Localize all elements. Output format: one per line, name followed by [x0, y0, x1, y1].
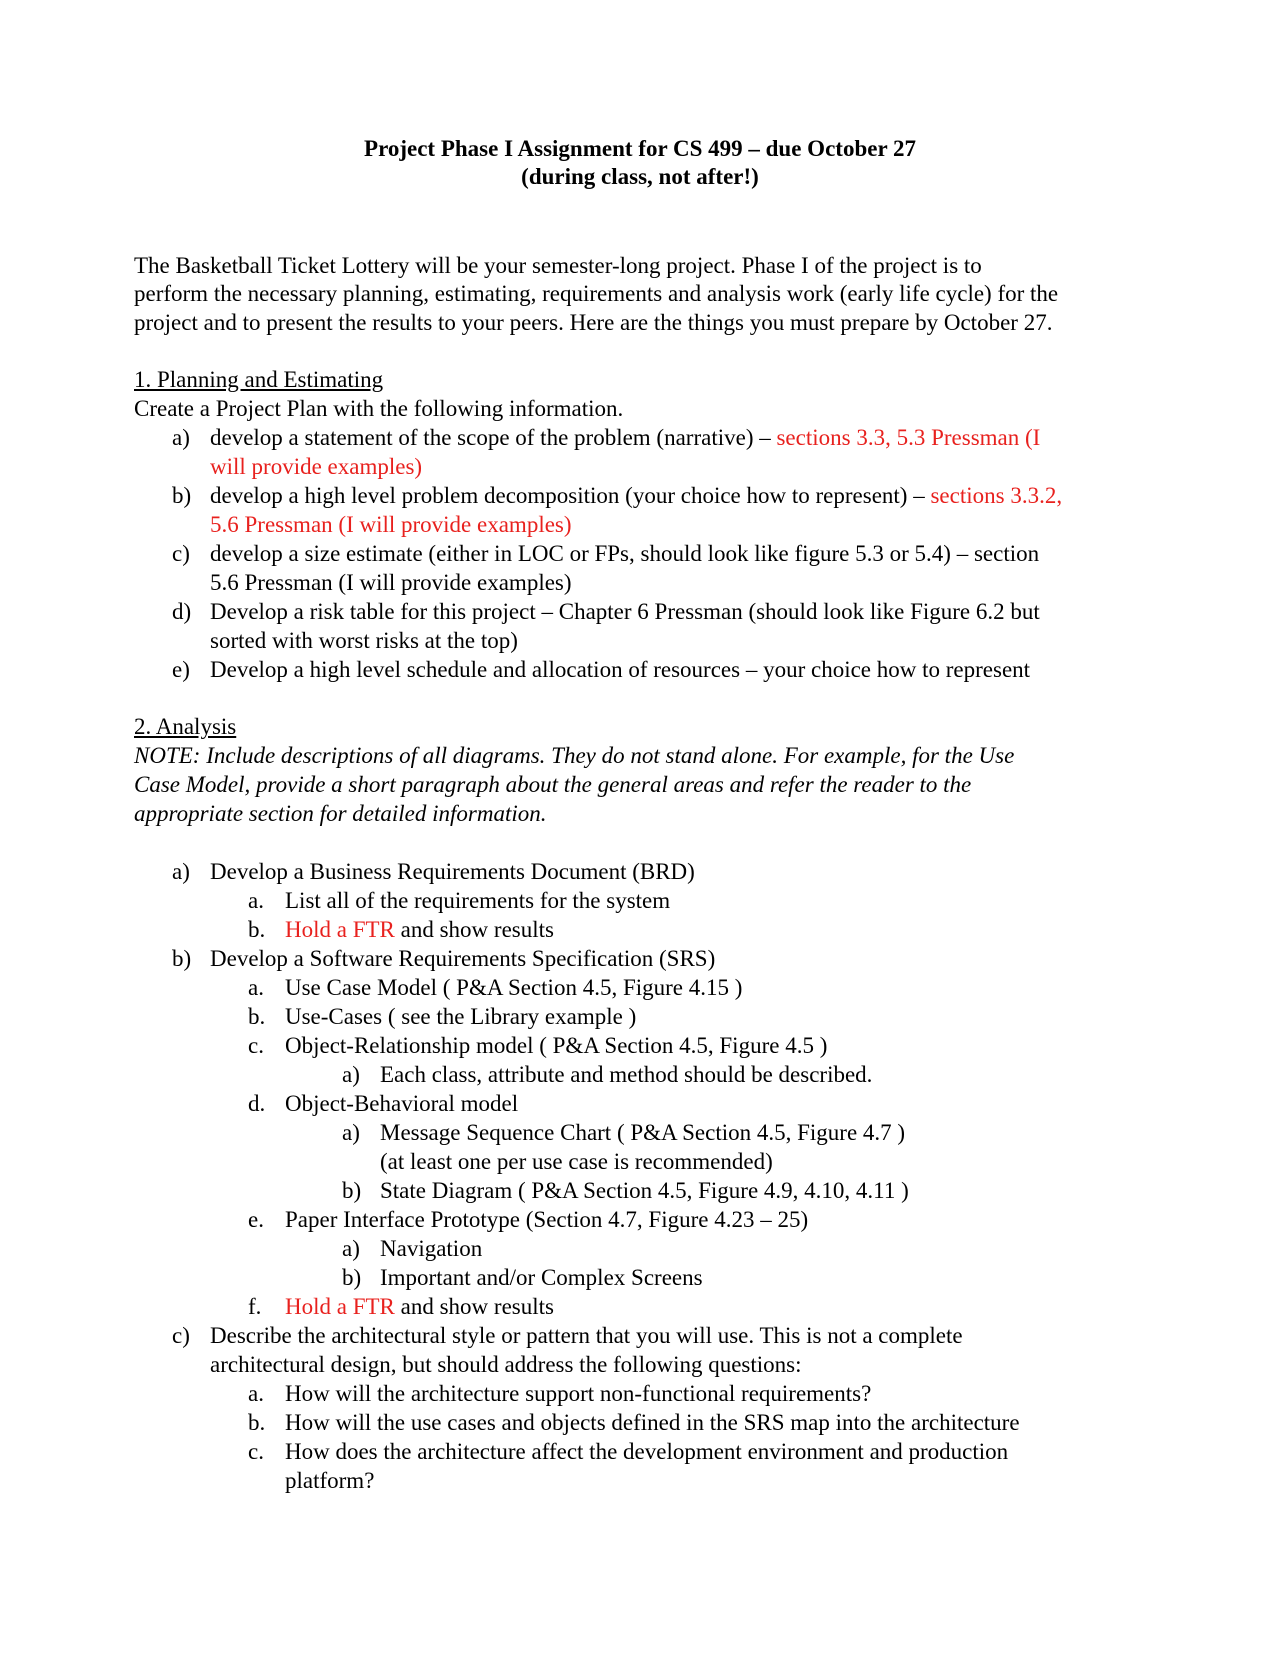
list-item	[210, 423, 1040, 452]
list-label: e)	[172, 657, 190, 682]
list-label: c.	[248, 1033, 264, 1058]
list-label: b)	[172, 483, 192, 508]
item-text: develop a statement of the scope of the problem (narrative) –	[210, 425, 777, 450]
sub-sub-item: Navigation	[380, 1236, 483, 1261]
list-item: Develop a Business Requirements Document (BRD)	[210, 859, 695, 884]
item-text: develop a high level problem decomposition (your choice how to represent) –	[210, 483, 931, 508]
list-label: a)	[172, 859, 190, 884]
note-line: Case Model, provide a short paragraph about the general areas and refer the reader to the	[134, 772, 972, 797]
intro-line: perform the necessary planning, estimating, requirements and analysis work (early life cycle) for the	[134, 281, 1059, 306]
list-label: b.	[248, 1410, 266, 1435]
ftr-red: Hold a FTR	[285, 917, 395, 942]
list-item: Develop a risk table for this project – Chapter 6 Pressman (should look like Figure 6.2 but	[210, 599, 1040, 624]
list-label: d.	[248, 1091, 266, 1116]
list-label: a)	[342, 1120, 360, 1145]
sub-item: How does the architecture affect the development environment and production	[285, 1439, 1009, 1464]
reference-red: 5.6 Pressman (I will provide examples)	[210, 512, 572, 537]
list-item-cont: sorted with worst risks at the top)	[210, 628, 518, 653]
reference-red: will provide examples)	[210, 454, 423, 479]
list-label: a.	[248, 975, 264, 1000]
list-label: e.	[248, 1207, 264, 1232]
section-heading-planning: 1. Planning and Estimating	[134, 367, 384, 392]
sub-sub-item: Message Sequence Chart ( P&A Section 4.5, Figure 4.7 )	[380, 1120, 906, 1145]
list-label: c)	[172, 541, 190, 566]
item-text: and show results	[394, 1294, 554, 1319]
note-line: NOTE: Include descriptions of all diagrams. They do not stand alone. For example, for the Use	[134, 743, 1015, 768]
section-heading-analysis: 2. Analysis	[134, 714, 237, 739]
list-item: Develop a high level schedule and allocation of resources – your choice how to represent	[210, 657, 1031, 682]
sub-item: How will the architecture support non-functional requirements?	[285, 1381, 872, 1406]
list-label: a)	[342, 1062, 360, 1087]
list-label: a)	[172, 425, 190, 450]
sub-item: How will the use cases and objects defined in the SRS map into the architecture	[285, 1410, 1020, 1435]
ftr-red: Hold a FTR	[285, 1294, 395, 1319]
list-label: b)	[342, 1265, 362, 1290]
doc-title: Project Phase I Assignment for CS 499 – due October 27	[364, 136, 916, 161]
sub-sub-item: Each class, attribute and method should be described.	[380, 1062, 873, 1087]
sub-item	[285, 1292, 554, 1321]
intro-line: The Basketball Ticket Lottery will be your semester-long project. Phase I of the project is to	[134, 253, 982, 278]
list-label: d)	[172, 599, 192, 624]
sub-item-cont: platform?	[285, 1468, 375, 1493]
sub-item: Use-Cases ( see the Library example )	[285, 1004, 637, 1029]
sub-item: List all of the requirements for the system	[285, 888, 671, 913]
intro-line: project and to present the results to your peers. Here are the things you must prepare by October 27.	[134, 310, 1053, 335]
list-item-cont: 5.6 Pressman (I will provide examples)	[210, 570, 572, 595]
list-item: develop a size estimate (either in LOC or FPs, should look like figure 5.3 or 5.4) – section	[210, 541, 1040, 566]
sub-item: Object-Behavioral model	[285, 1091, 519, 1116]
note-line: appropriate section for detailed information.	[134, 801, 547, 826]
sub-sub-item: Important and/or Complex Screens	[380, 1265, 703, 1290]
sub-item: Use Case Model ( P&A Section 4.5, Figure 4.15 )	[285, 975, 743, 1000]
list-label: b)	[342, 1178, 362, 1203]
list-label: b)	[172, 946, 192, 971]
list-label: c)	[172, 1323, 190, 1348]
list-label: b.	[248, 917, 266, 942]
sub-sub-item: State Diagram ( P&A Section 4.5, Figure 4.9, 4.10, 4.11 )	[380, 1178, 909, 1203]
list-label: c.	[248, 1439, 264, 1464]
sub-sub-item-cont: (at least one per use case is recommended)	[380, 1149, 773, 1174]
list-item-cont: architectural design, but should address the following questions:	[210, 1352, 802, 1377]
list-label: f.	[248, 1294, 262, 1319]
reference-red: sections 3.3, 5.3 Pressman (I	[776, 425, 1041, 450]
item-text: and show results	[394, 917, 554, 942]
sub-item: Object-Relationship model ( P&A Section 4.5, Figure 4.5 )	[285, 1033, 828, 1058]
list-item	[210, 481, 1062, 510]
reference-red: sections 3.3.2,	[930, 483, 1063, 508]
list-item: Develop a Software Requirements Specification (SRS)	[210, 946, 716, 971]
list-label: a.	[248, 1381, 264, 1406]
sub-item	[285, 915, 554, 944]
list-label: b.	[248, 1004, 266, 1029]
list-item: Describe the architectural style or pattern that you will use. This is not a complete	[210, 1323, 963, 1348]
sub-item: Paper Interface Prototype (Section 4.7, Figure 4.23 – 25)	[285, 1207, 809, 1232]
list-label: a.	[248, 888, 264, 913]
list-label: a)	[342, 1236, 360, 1261]
section-lead: Create a Project Plan with the following information.	[134, 396, 624, 421]
doc-subtitle: (during class, not after!)	[521, 164, 759, 189]
